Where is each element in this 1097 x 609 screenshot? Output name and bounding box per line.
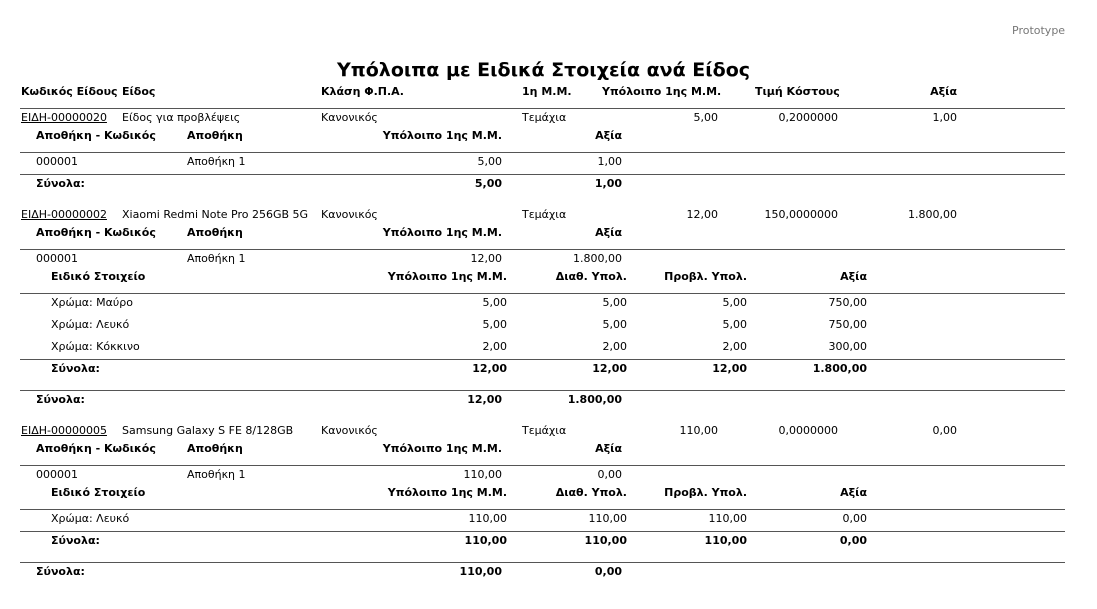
sp-header-available: Διαθ. Υπολ. [555,486,627,499]
wh-header-balance: Υπόλοιπο 1ης Μ.Μ. [382,226,502,239]
wh-total-value: 0,00 [594,565,622,578]
wh-value: 0,00 [597,468,622,481]
divider [20,465,1065,466]
sp-header-forecast: Προβλ. Υπολ. [664,486,747,499]
item-unit: Τεμάχια [522,208,567,221]
sp-available: 110,00 [588,512,627,525]
wh-total-balance: 5,00 [474,177,502,190]
wh-header-balance: Υπόλοιπο 1ης Μ.Μ. [382,442,502,455]
item-cost: 150,0000000 [764,208,838,221]
item-name: Xiaomi Redmi Note Pro 256GB 5G [122,208,309,221]
sp-total-forecast: 110,00 [704,534,747,547]
wh-name: Αποθήκη 1 [187,468,246,481]
wh-code: 000001 [36,468,78,481]
sp-forecast: 5,00 [722,296,747,309]
item-name: Είδος για προβλέψεις [122,111,241,124]
sp-total-available: 12,00 [592,362,627,375]
sp-totals-label: Σύνολα: [51,534,100,547]
divider [20,531,1065,532]
wh-value: 1.800,00 [573,252,622,265]
sp-total-balance: 12,00 [472,362,507,375]
wh-balance: 12,00 [470,252,502,265]
wh-name: Αποθήκη 1 [187,155,246,168]
sp-balance: 5,00 [482,296,507,309]
sp-available: 2,00 [602,340,627,353]
header-item-name: Είδος [122,85,156,98]
sp-total-available: 110,00 [584,534,627,547]
item-unit: Τεμάχια [522,424,567,437]
wh-total-balance: 110,00 [459,565,502,578]
wh-header-value: Αξία [595,442,622,455]
wh-balance: 110,00 [463,468,502,481]
sp-forecast: 5,00 [722,318,747,331]
sp-header-name: Ειδικό Στοιχείο [51,270,146,283]
sp-value: 0,00 [842,512,867,525]
item-vat: Κανονικός [321,208,378,221]
sp-header-name: Ειδικό Στοιχείο [51,486,146,499]
divider [20,562,1065,563]
divider [20,509,1065,510]
sp-value: 300,00 [828,340,867,353]
item-balance: 5,00 [693,111,718,124]
sp-balance: 5,00 [482,318,507,331]
sp-name: Χρώμα: Λευκό [51,318,130,331]
sp-header-forecast: Προβλ. Υπολ. [664,270,747,283]
item-code-link[interactable]: ΕΙΔΗ-00000020 [21,111,107,124]
divider [20,108,1065,109]
wh-total-balance: 12,00 [467,393,502,406]
sp-value: 750,00 [828,318,867,331]
item-value: 1.800,00 [908,208,957,221]
sp-header-balance: Υπόλοιπο 1ης Μ.Μ. [387,486,507,499]
wh-header-value: Αξία [595,226,622,239]
sp-balance: 2,00 [482,340,507,353]
item-balance: 12,00 [686,208,718,221]
header-value: Αξία [930,85,957,98]
divider [20,390,1065,391]
wh-code: 000001 [36,252,78,265]
sp-total-forecast: 12,00 [712,362,747,375]
wh-header-name: Αποθήκη [187,442,243,455]
wh-header-name: Αποθήκη [187,226,243,239]
sp-name: Χρώμα: Λευκό [51,512,130,525]
item-name: Samsung Galaxy S FE 8/128GB [122,424,294,437]
divider [20,293,1065,294]
item-code-link[interactable]: ΕΙΔΗ-00000002 [21,208,107,221]
item-code-link[interactable]: ΕΙΔΗ-00000005 [21,424,107,437]
wh-header-value: Αξία [595,129,622,142]
item-value: 1,00 [932,111,957,124]
item-vat: Κανονικός [321,424,378,437]
wh-code: 000001 [36,155,78,168]
wh-header-code: Αποθήκη - Κωδικός [36,226,156,239]
sp-header-balance: Υπόλοιπο 1ης Μ.Μ. [387,270,507,283]
sp-total-value: 1.800,00 [812,362,867,375]
sp-balance: 110,00 [468,512,507,525]
header-vat-class: Κλάση Φ.Π.Α. [321,85,404,98]
wh-total-value: 1,00 [594,177,622,190]
sp-totals-label: Σύνολα: [51,362,100,375]
prototype-label: Prototype [1012,24,1066,37]
sp-header-value: Αξία [840,486,867,499]
header-unit: 1η Μ.Μ. [522,85,572,98]
report-title: Υπόλοιπα με Ειδικά Στοιχεία ανά Είδος [336,59,751,81]
item-cost: 0,2000000 [778,111,838,124]
sp-header-value: Αξία [840,270,867,283]
sp-forecast: 110,00 [708,512,747,525]
wh-name: Αποθήκη 1 [187,252,246,265]
divider [20,174,1065,175]
item-value: 0,00 [932,424,957,437]
wh-total-value: 1.800,00 [567,393,622,406]
wh-header-name: Αποθήκη [187,129,243,142]
sp-total-balance: 110,00 [464,534,507,547]
divider [20,152,1065,153]
sp-name: Χρώμα: Κόκκινο [51,340,140,353]
wh-totals-label: Σύνολα: [36,177,85,190]
sp-header-available: Διαθ. Υπολ. [555,270,627,283]
header-item-code: Κωδικός Είδους [21,85,118,98]
wh-totals-label: Σύνολα: [36,565,85,578]
wh-header-balance: Υπόλοιπο 1ης Μ.Μ. [382,129,502,142]
wh-header-code: Αποθήκη - Κωδικός [36,442,156,455]
item-cost: 0,0000000 [778,424,838,437]
sp-name: Χρώμα: Μαύρο [51,296,134,309]
sp-value: 750,00 [828,296,867,309]
sp-available: 5,00 [602,318,627,331]
wh-value: 1,00 [597,155,622,168]
divider [20,359,1065,360]
item-vat: Κανονικός [321,111,378,124]
header-cost: Τιμή Κόστους [755,85,840,98]
sp-total-value: 0,00 [839,534,867,547]
item-balance: 110,00 [679,424,718,437]
item-unit: Τεμάχια [522,111,567,124]
wh-header-code: Αποθήκη - Κωδικός [36,129,156,142]
header-balance: Υπόλοιπο 1ης Μ.Μ. [602,85,722,98]
sp-forecast: 2,00 [722,340,747,353]
wh-balance: 5,00 [477,155,502,168]
wh-totals-label: Σύνολα: [36,393,85,406]
sp-available: 5,00 [602,296,627,309]
divider [20,249,1065,250]
